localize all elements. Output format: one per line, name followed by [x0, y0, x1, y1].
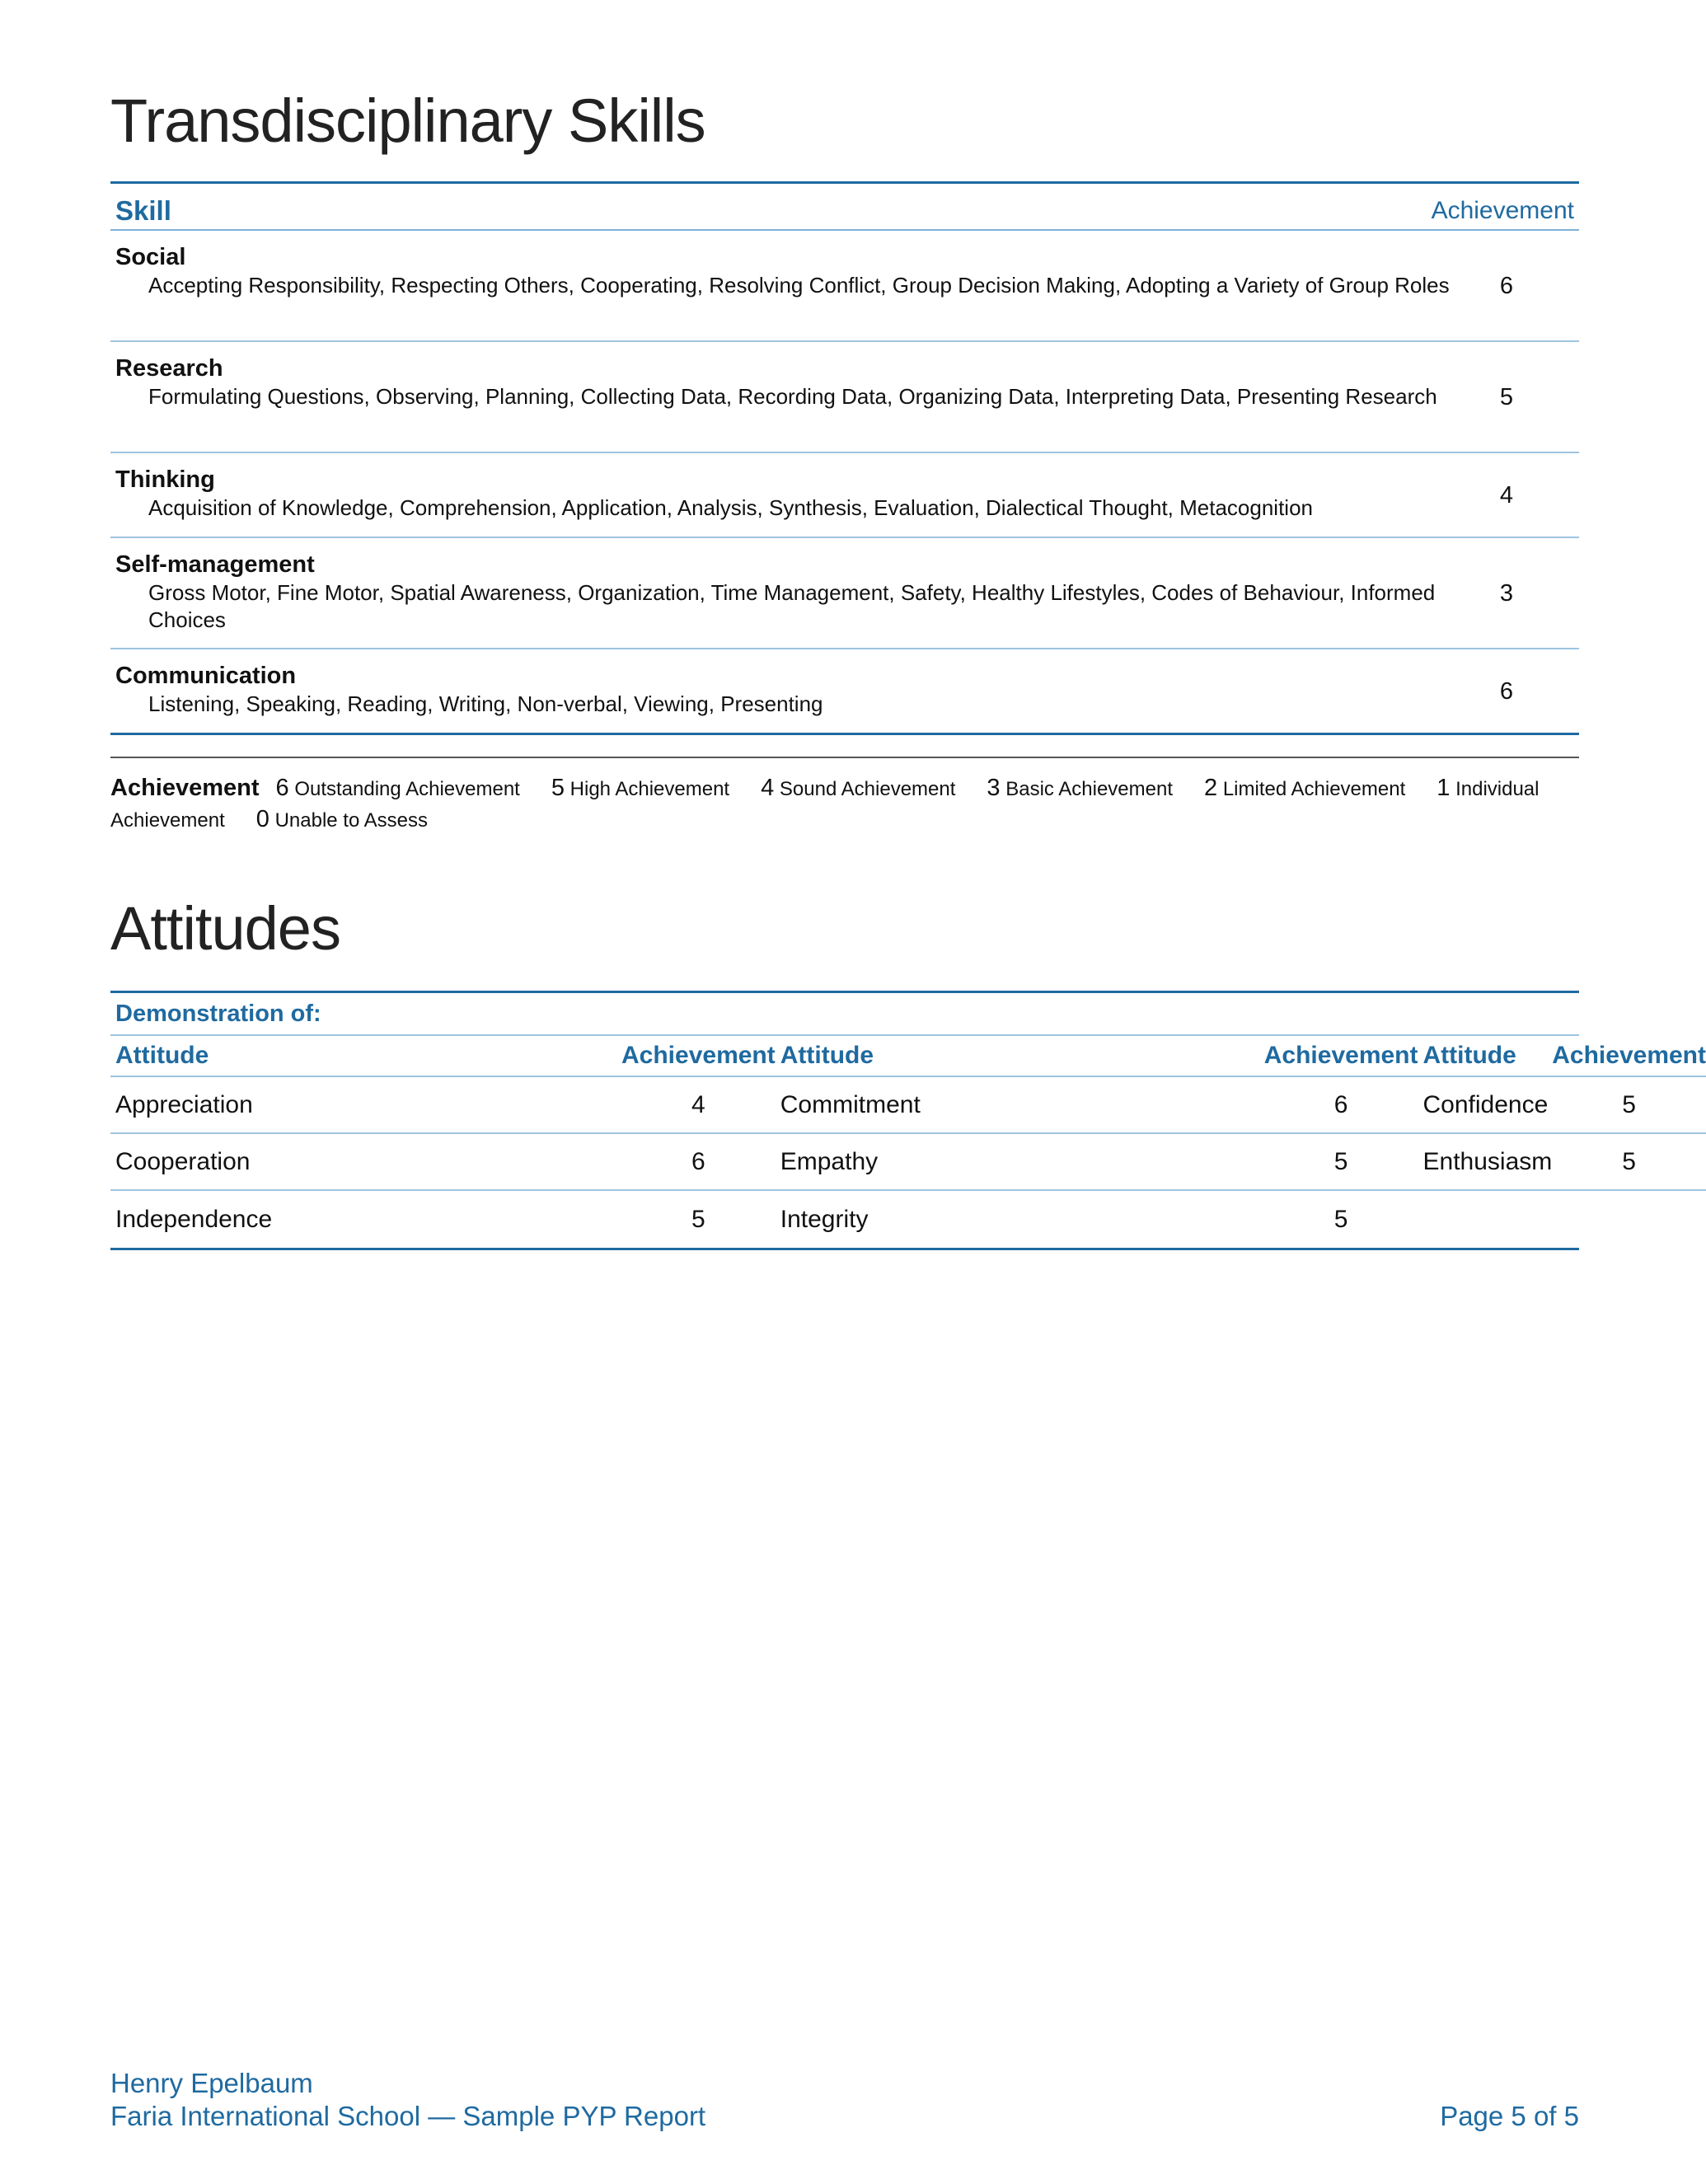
- attitude-achievement: [1552, 1191, 1706, 1248]
- attitudes-section-title: Attitudes: [110, 894, 340, 963]
- attitude-achievement: 6: [621, 1134, 776, 1191]
- skill-row-communication: [110, 649, 1579, 733]
- achievement-column-header: Achievement: [1431, 197, 1574, 224]
- skill-row-thinking: [110, 453, 1579, 538]
- attitudes-table: [110, 991, 1706, 1250]
- achievement-column-header: Achievement: [1264, 1036, 1418, 1077]
- attitude-column-header: Attitude: [776, 1036, 1264, 1077]
- legend-item: 4 Sound Achievement: [761, 775, 956, 801]
- legend-item: 5 High Achievement: [551, 775, 730, 801]
- attitude-name: Cooperation: [110, 1134, 621, 1191]
- achievement-column-header: Achievement: [1552, 1036, 1706, 1077]
- attitude-achievement: 5: [1264, 1134, 1418, 1191]
- achievement-column-header: Achievement: [621, 1036, 776, 1077]
- attitude-achievement: 6: [1264, 1077, 1418, 1134]
- attitude-achievement: 5: [1552, 1134, 1706, 1191]
- skill-name: Thinking: [115, 466, 215, 493]
- skill-row-research: [110, 342, 1579, 453]
- attitude-column-header: Attitude: [110, 1036, 621, 1077]
- attitude-name: Integrity: [780, 1205, 869, 1233]
- skill-description: Accepting Responsibility, Respecting Others, Cooperating, Resolving Conflict, Group Decision Making, Adopting a Variety of Group Roles: [148, 273, 1450, 298]
- page-footer: [110, 2067, 1579, 2133]
- legend-item: 6 Outstanding Achievement: [275, 775, 520, 801]
- skill-achievement-value: 5: [1499, 384, 1513, 410]
- attitude-name: Enthusiasm: [1418, 1134, 1553, 1191]
- skill-name: Research: [115, 355, 223, 382]
- legend-item: 2 Limited Achievement: [1204, 775, 1406, 801]
- legend-item: 3 Basic Achievement: [987, 775, 1173, 801]
- legend-item: 1 Individual Achievement: [110, 775, 1540, 832]
- skill-achievement-value: 6: [1499, 273, 1513, 299]
- skill-achievement-value: 6: [1499, 678, 1513, 705]
- skills-section-title: Transdisciplinary Skills: [110, 87, 705, 155]
- skill-description: Acquisition of Knowledge, Comprehension, Application, Analysis, Synthesis, Evaluation, Dialectical Thought, Metacognition: [148, 495, 1314, 520]
- skill-achievement-value: 4: [1499, 482, 1513, 509]
- skill-description: Formulating Questions, Observing, Planning, Collecting Data, Recording Data, Organizing Data, Interpreting Data, Presenting Research: [148, 384, 1437, 409]
- attitudes-grid: [110, 1036, 1706, 1248]
- page-number: Page 5 of 5: [1440, 2101, 1579, 2131]
- attitude-achievement: 5: [1552, 1077, 1706, 1134]
- legend-title: Achievement: [110, 775, 260, 801]
- skills-table: [110, 181, 1579, 735]
- school-report-title: Faria International School — Sample PYP Report: [110, 2101, 706, 2131]
- attitude-achievement: 5: [691, 1205, 705, 1233]
- skill-name: Communication: [115, 663, 297, 689]
- attitude-name: Confidence: [1418, 1077, 1553, 1134]
- skill-row-self-management: [110, 538, 1579, 649]
- attitude-name: Independence: [115, 1205, 273, 1233]
- attitude-column-header: Attitude: [1418, 1036, 1553, 1077]
- skill-description: Gross Motor, Fine Motor, Spatial Awareness, Organization, Time Management, Safety, Healthy Lifestyles, Codes of Behaviour, Informed Choices: [148, 580, 1436, 632]
- attitude-achievement: 5: [1333, 1205, 1348, 1233]
- attitude-name: [1418, 1191, 1553, 1248]
- attitude-name: Empathy: [776, 1134, 1264, 1191]
- skill-row-social: [110, 231, 1579, 342]
- skill-description: Listening, Speaking, Reading, Writing, Non-verbal, Viewing, Presenting: [148, 691, 823, 716]
- demonstration-header: Demonstration of:: [110, 993, 1579, 1036]
- skills-table-header: [110, 184, 1579, 231]
- skill-name: Social: [115, 244, 186, 270]
- attitude-name: Appreciation: [110, 1077, 621, 1134]
- attitude-name: Commitment: [776, 1077, 1264, 1134]
- achievement-legend: [110, 757, 1579, 836]
- skill-achievement-value: 3: [1499, 580, 1513, 607]
- student-name: Henry Epelbaum: [110, 2068, 313, 2098]
- skill-name: Self-management: [115, 551, 315, 578]
- legend-item: 0 Unable to Assess: [255, 806, 428, 832]
- skill-column-header: Skill: [115, 195, 171, 226]
- attitude-achievement: 4: [621, 1077, 776, 1134]
